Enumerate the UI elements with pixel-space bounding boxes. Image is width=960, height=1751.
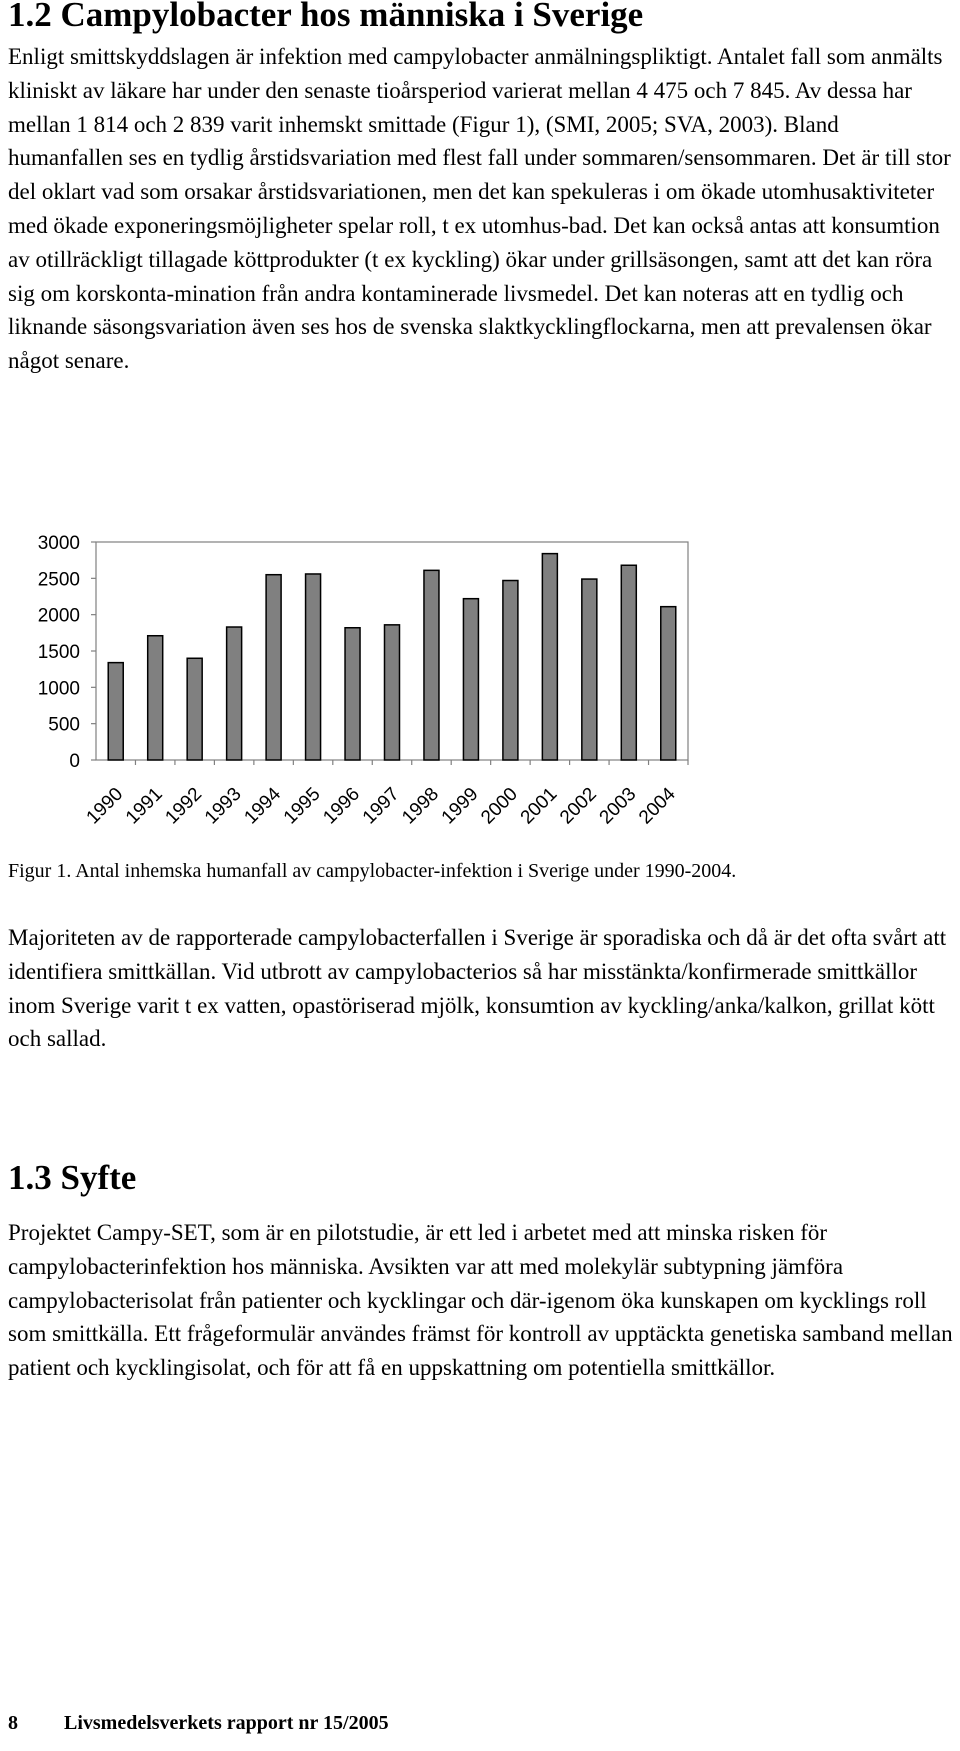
- y-tick-label: 1000: [37, 678, 80, 700]
- bar-1999: [463, 599, 478, 760]
- x-tick-label: 1995: [279, 783, 325, 829]
- bar-chart: [0, 520, 720, 840]
- x-tick-label: 1994: [240, 783, 286, 829]
- x-tick-label: 2000: [477, 783, 522, 829]
- figure-caption: Figur 1. Antal inhemska humanfall av campylobacter-infektion i Sverige under 1990-2004.: [8, 860, 737, 882]
- bar-1998: [424, 570, 439, 760]
- bar-1995: [306, 574, 321, 760]
- paragraph-purpose: Projektet Campy-SET, som är en pilotstudie, är ett led i arbetet med att minska risken för campylobacterinfektion hos människa. Avsikten var att med molekylär subtypning jämföra campylobacterisolat från patienter och kycklingar och där-igenom öka kunskapen om kycklings roll som smittkälla. Ett frågeformulär användes främst för kontroll av upptäckta genetiska samband mellan patient och kycklingisolat, och för att få en uppskattning om potentiella smittkällor.: [8, 1220, 953, 1381]
- page-number: 8: [8, 1712, 18, 1734]
- y-tick-label: 2000: [37, 605, 80, 627]
- x-tick-label: 1999: [437, 783, 483, 829]
- y-tick-label: 500: [48, 714, 80, 736]
- section-heading-1-3: 1.3 Syfte: [8, 1158, 137, 1197]
- bar-2000: [503, 581, 518, 760]
- bar-1997: [385, 625, 400, 760]
- x-tick-label: 2002: [556, 783, 601, 829]
- x-tick-label: 1991: [121, 783, 167, 829]
- x-tick-label: 2003: [595, 783, 641, 829]
- bar-2001: [542, 554, 557, 760]
- bar-1996: [345, 628, 360, 760]
- bar-1990: [108, 663, 123, 760]
- x-tick-label: 2001: [516, 783, 562, 829]
- section-heading-1-2: 1.2 Campylobacter hos människa i Sverige: [8, 0, 644, 34]
- bar-2003: [621, 565, 636, 760]
- bar-1993: [227, 627, 242, 760]
- x-tick-label: 1992: [161, 783, 207, 829]
- bar-1994: [266, 575, 281, 760]
- y-tick-label: 1500: [37, 642, 80, 663]
- bar-1992: [187, 658, 202, 760]
- x-tick-label: 2004: [635, 783, 680, 829]
- x-tick-label: 1990: [82, 783, 128, 829]
- bar-2004: [661, 607, 676, 760]
- y-tick-label: 2500: [37, 569, 80, 591]
- y-tick-label: 3000: [37, 533, 80, 554]
- x-tick-label: 1997: [358, 783, 404, 829]
- paragraph-intro: Enligt smittskyddslagen är infektion med campylobacter anmälningspliktigt. Antalet fall som anmälts kliniskt av läkare har under den senaste tioårsperiod varierat mellan 4 475 och 7 845. Av dessa har mellan 1 814 och 2 839 varit inhemskt smittade (Figur 1), (SMI, 2005; SVA, 2003). Bland humanfallen ses en tydlig årstidsvariation med flest fall under sommaren/sensommaren. Det är till stor del oklart vad som orsakar årstidsvariationen, men det kan spekuleras i om ökade utomhusaktiviteter med ökade exponeringsmöjligheter spelar roll, t ex utomhus-bad. Det kan också antas att konsumtion av otillräckligt tillagade köttprodukter (t ex kyckling) ökar under grillsäsongen, samt att det kan röra sig om korskonta-mination från andra kontaminerade livsmedel. Det kan noteras att en tydlig och liknande säsongsvariation även ses hos de svenska slaktkycklingflockarna, men att prevalensen ökar något senare.: [8, 44, 951, 374]
- report-title: Livsmedelsverkets rapport nr 15/2005: [64, 1712, 389, 1734]
- bar-2002: [582, 579, 597, 760]
- bar-1991: [148, 636, 163, 760]
- x-tick-label: 1998: [398, 783, 444, 829]
- paragraph-sources: Majoriteten av de rapporterade campylobacterfallen i Sverige är sporadiska och då är det ofta svårt att identifiera smittkällan. Vid utbrott av campylobacterios så har misstänkta/konfirmerade smittkällor inom Sverige varit t ex vatten, opastöriserad mjölk, konsumtion av kyckling/anka/kalkon, grillat kött och sallad.: [8, 925, 947, 1052]
- y-tick-label: 0: [69, 751, 80, 772]
- x-tick-label: 1996: [319, 783, 365, 829]
- x-tick-label: 1993: [200, 783, 246, 829]
